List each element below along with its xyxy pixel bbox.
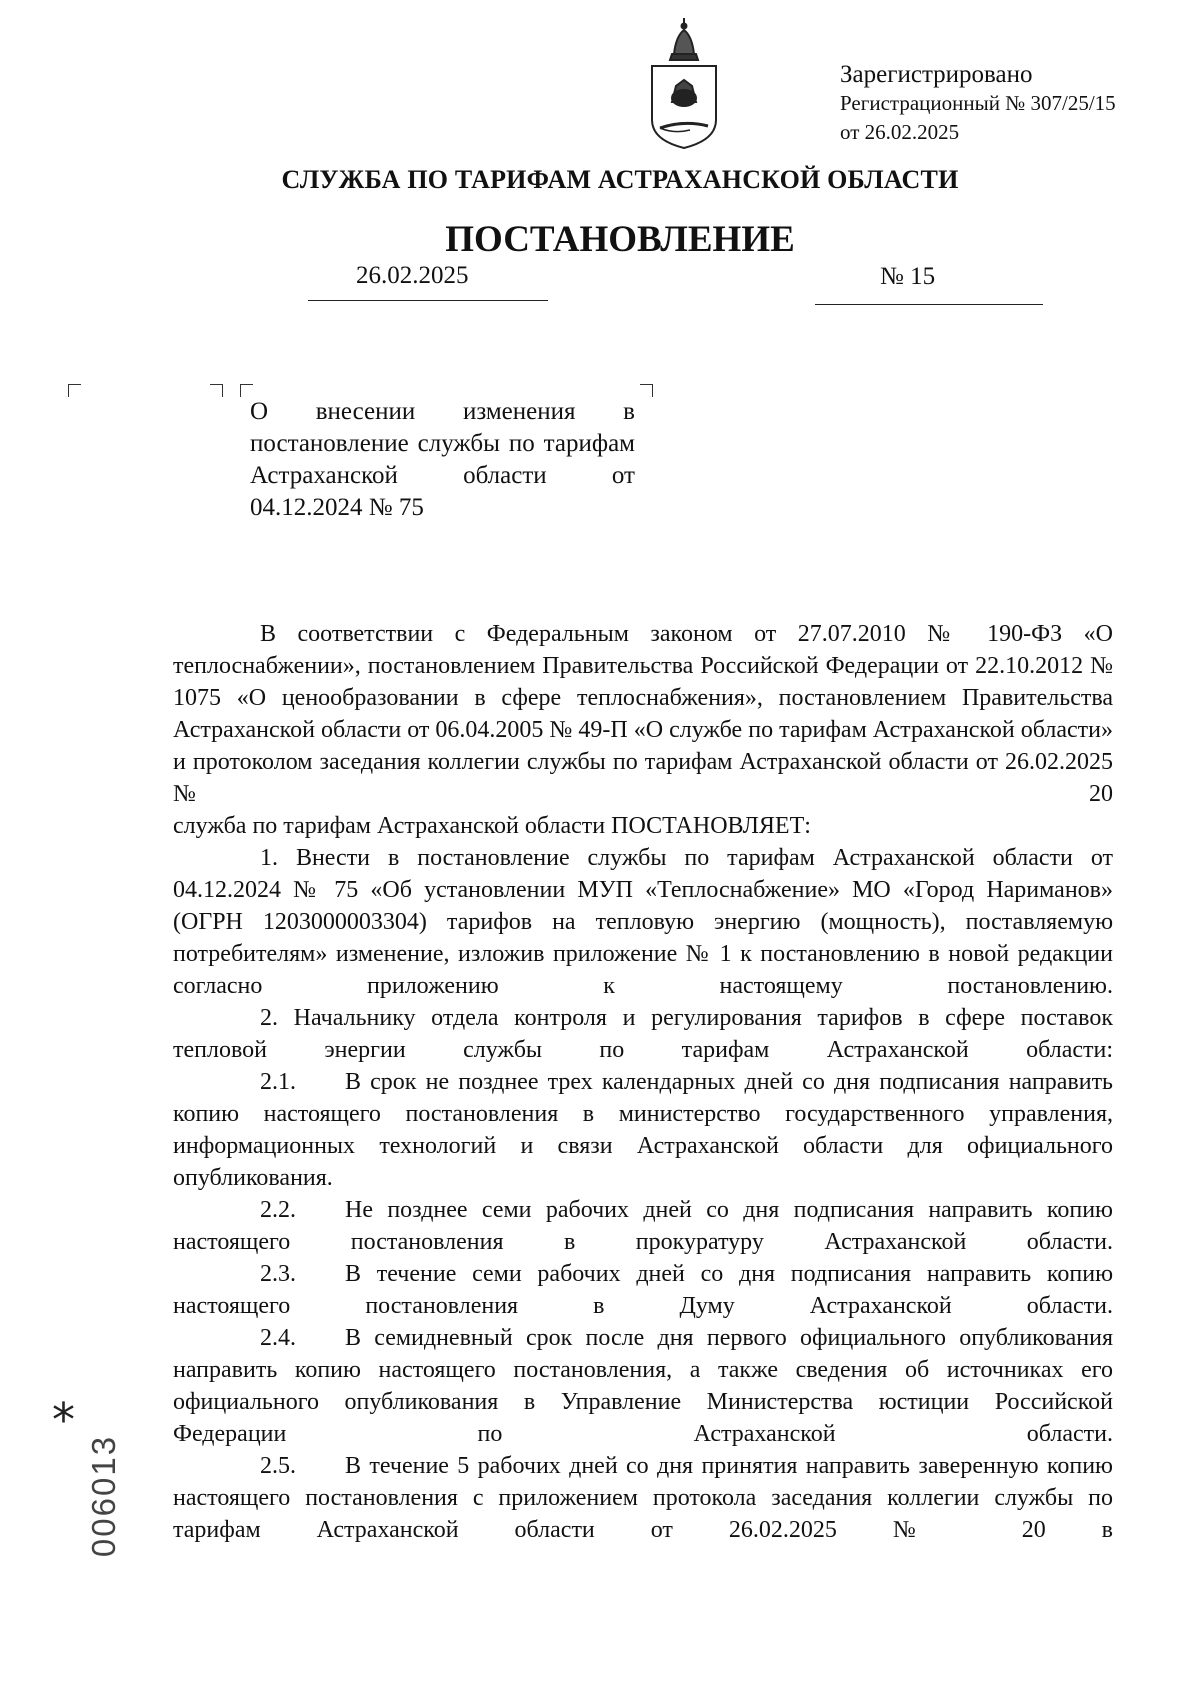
subclause — [173, 1194, 1113, 1258]
registration-number: Регистрационный № 307/25/15 — [840, 91, 1116, 115]
subclause-number: 2.2. — [260, 1197, 296, 1223]
coat-of-arms-icon — [646, 16, 722, 152]
subclause-number: 2.5. — [260, 1453, 296, 1479]
registration-status: Зарегистрировано — [840, 61, 1033, 88]
agency-name: СЛУЖБА ПО ТАРИФАМ АСТРАХАНСКОЙ ОБЛАСТИ — [281, 165, 959, 194]
subclause-text: В течение семи рабочих дней со дня подписания направить копию настоящего постановления в Думу Астраханской области. — [173, 1261, 1113, 1319]
document-date: 26.02.2025 — [356, 262, 469, 289]
clause-2: 2. Начальнику отдела контроля и регулирования тарифов в сфере поставок тепловой энергии службы по тарифам Астраханской области: — [173, 1005, 1113, 1063]
document-body — [173, 618, 1113, 1546]
subclause — [173, 1450, 1113, 1546]
registration-block — [840, 60, 1116, 147]
corner-mark — [640, 384, 653, 397]
registration-date: от 26.02.2025 — [840, 120, 960, 144]
clause-1: 1. Внести в постановление службы по тарифам Астраханской области от 04.12.2024 № 75 «Об установлении МУП «Теплоснабжение» МО «Город Нариманов» (ОГРН 1203000003304) тарифов на тепловую энергию (мощность), поставляемую потребителям» изменение, изложив приложение № 1 к постановлению в новой редакции согласно приложению к настоящему постановлению. — [173, 845, 1113, 999]
document-type: ПОСТАНОВЛЕНИЕ — [445, 219, 795, 260]
subclause — [173, 1258, 1113, 1322]
margin-star-mark: * — [52, 1393, 75, 1447]
subclause — [173, 1322, 1113, 1450]
subject-text: О внесении изменения в постановление службы по тарифам Астраханской области от 04.12.2024 № 75 — [250, 398, 635, 521]
date-underline — [308, 300, 548, 301]
preamble: В соответствии с Федеральным законом от 27.07.2010 № 190-ФЗ «О теплоснабжении», постановлением Правительства Российской Федерации от 22.10.2012 № 1075 «О ценообразовании в сфере теплоснабжения», постановлением Правительства Астраханской области от 06.04.2005 № 49-П «О службе по тарифам Астраханской области» и протоколом заседания коллегии службы по тарифам Астраханской области от 26.02.2025 № 20 — [173, 621, 1113, 807]
subclause-text: Не позднее семи рабочих дней со дня подписания направить копию настоящего постановления в прокуратуру Астраханской области. — [173, 1197, 1113, 1255]
number-underline — [815, 304, 1043, 305]
subclause-number: 2.1. — [260, 1069, 296, 1095]
subclause-number: 2.4. — [260, 1325, 296, 1351]
subclause-text: В течение 5 рабочих дней со дня принятия направить заверенную копию настоящего постановления с приложением протокола заседания коллегии службы по тарифам Астраханской области от 26.02.2025 № 20 в — [173, 1453, 1113, 1543]
document-number: № 15 — [880, 263, 936, 290]
subclause-number: 2.3. — [260, 1261, 296, 1287]
subclause — [173, 1066, 1113, 1194]
subclause-text: В срок не позднее трех календарных дней со дня подписания направить копию настоящего постановления в министерство государственного управления, информационных технологий и связи Астраханской области для официального опубликования. — [173, 1069, 1113, 1191]
resolution-line: служба по тарифам Астраханской области ПОСТАНОВЛЯЕТ: — [173, 813, 811, 839]
corner-mark — [210, 384, 223, 397]
margin-serial-number: 006013 — [85, 1434, 122, 1558]
document-subject — [250, 396, 635, 524]
subclause-text: В семидневный срок после дня первого официального опубликования направить копию настоящего постановления, а также сведения об источниках его официального опубликования в Управление Министерства юстиции Российской Федерации по Астраханской области. — [173, 1325, 1113, 1447]
corner-mark — [68, 384, 81, 397]
